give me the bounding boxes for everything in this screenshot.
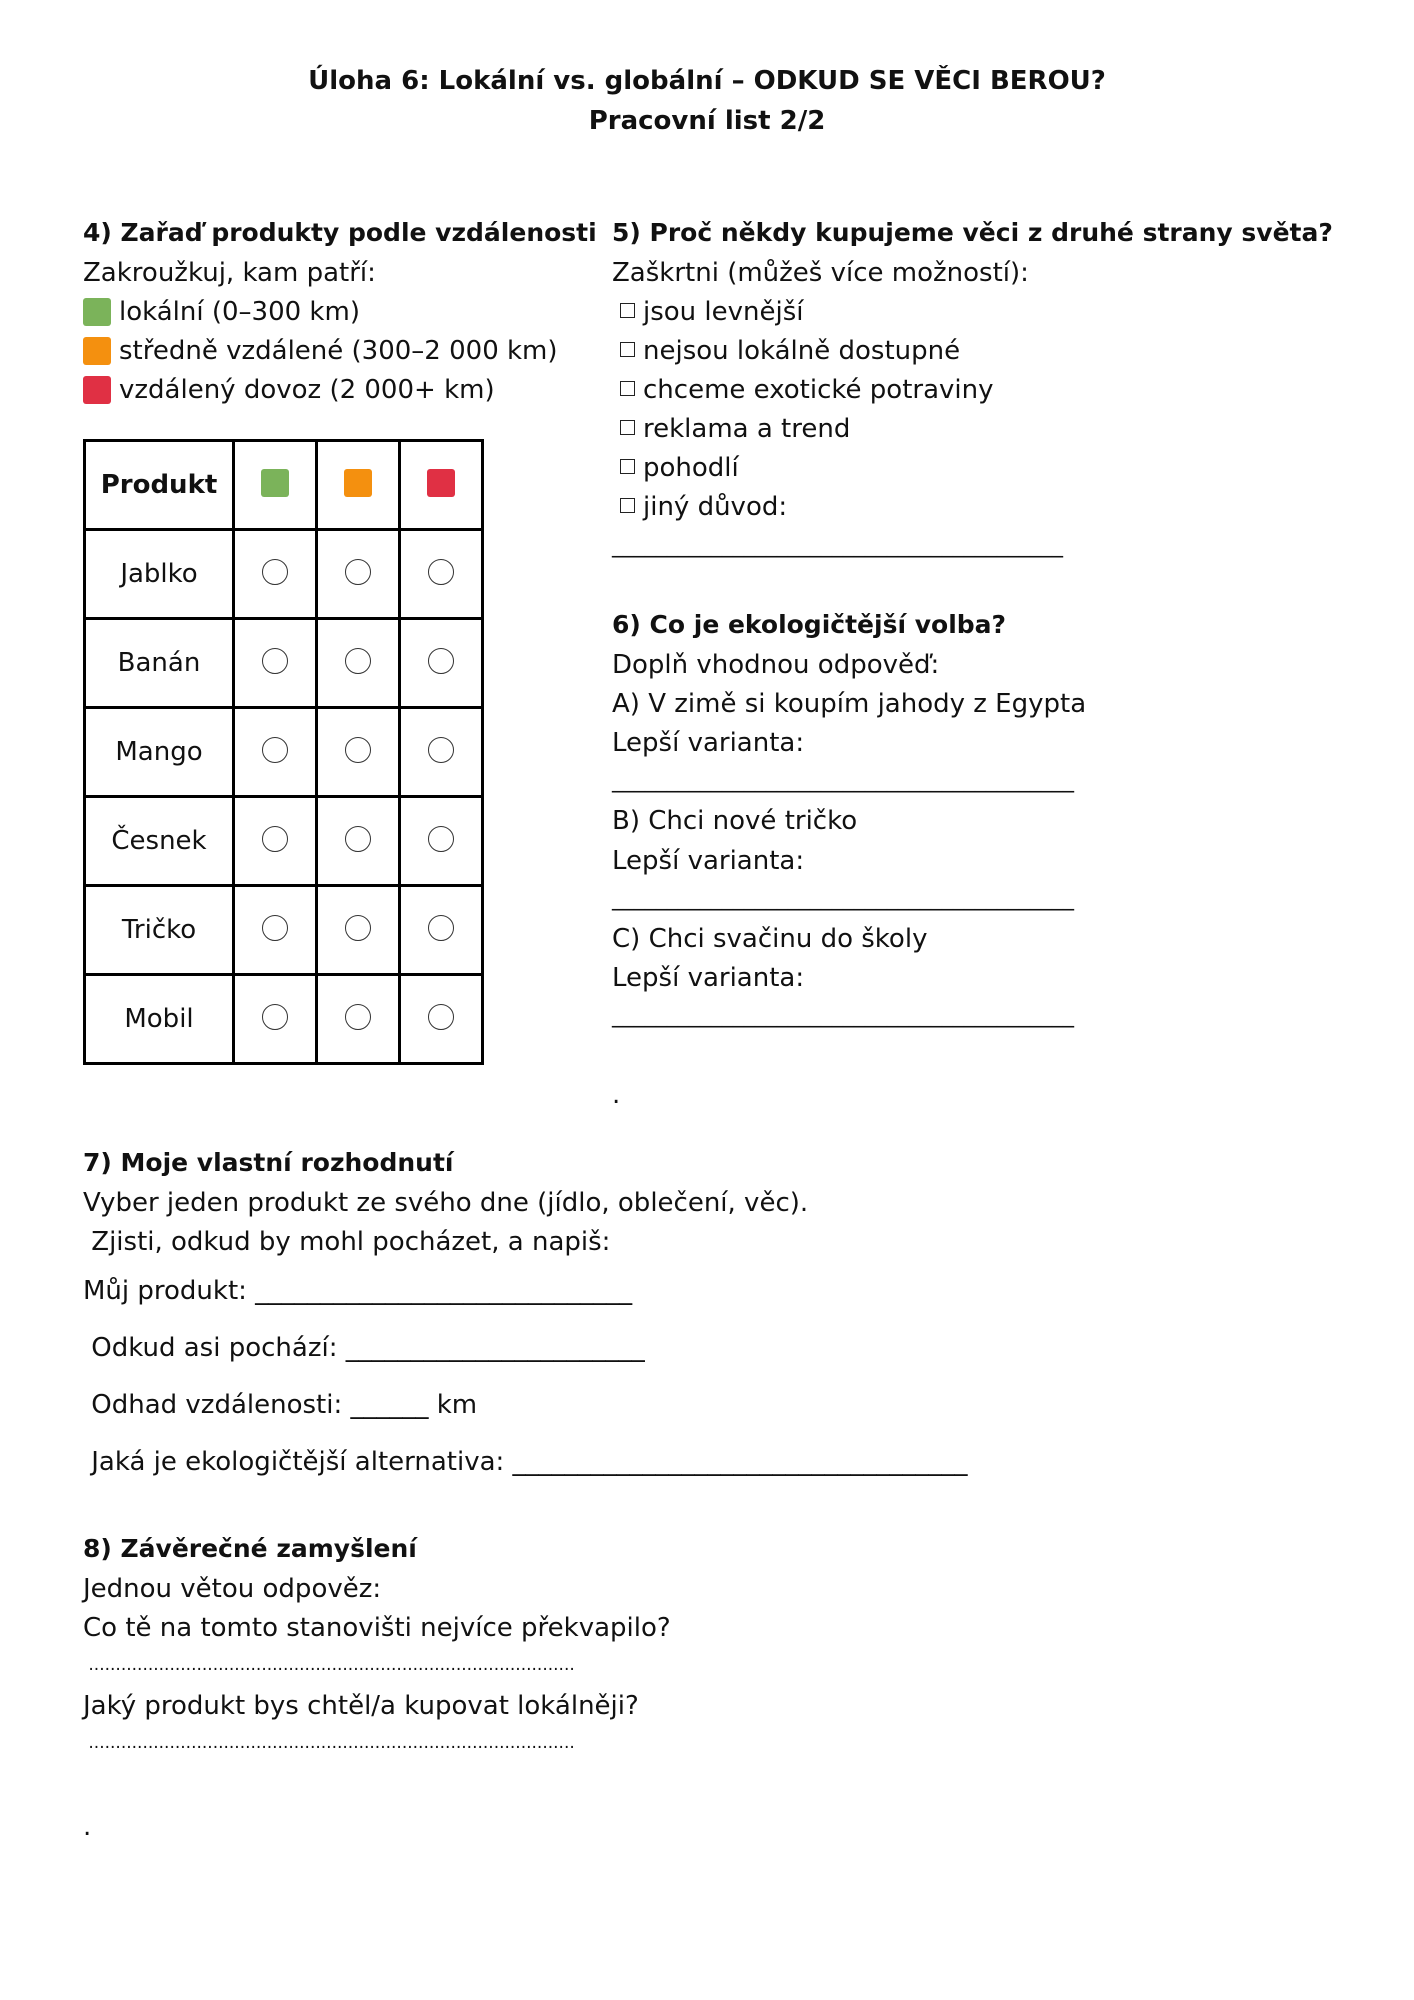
checkbox-icon[interactable] [620,498,635,513]
option-cheaper[interactable] [620,297,804,327]
question-a: A) V zimě si koupím jahody z Egypta [612,689,1087,719]
product-distance-table [83,439,484,1065]
my-product-field[interactable]: Můj produkt: _____________________________ [83,1276,633,1306]
green-swatch-icon [83,298,111,326]
question-c: C) Chci svačinu do školy [612,924,928,954]
red-swatch-icon [83,376,111,404]
other-reason-line[interactable]: _________________________________________ [612,533,1063,558]
table-row [85,619,483,708]
checkbox-icon[interactable] [620,459,635,474]
section8-heading: 8) Závěrečné zamyšlení [83,1534,417,1563]
checkbox-icon[interactable] [620,303,635,318]
section6-instruction: Doplň vhodnou odpověď: [612,650,940,680]
section5-instruction: Zaškrtni (můžeš více možností): [612,258,1029,288]
circle-option-medium[interactable] [345,826,371,852]
checkbox-icon[interactable] [620,381,635,396]
legend-medium-label: středně vzdálené (300–2 000 km) [119,336,558,366]
circle-option-far[interactable] [428,559,454,585]
question-local-product: Jaký produkt bys chtěl/a kupovat lokálněji? [83,1691,639,1721]
table-row [85,886,483,975]
question-b: B) Chci nové tričko [612,806,858,836]
option-label: reklama a trend [643,414,851,444]
table-row [85,797,483,886]
page-title: Úloha 6: Lokální vs. globální – ODKUD SE VĚCI BEROU? [308,66,1106,96]
circle-option-medium[interactable] [345,915,371,941]
page-subtitle: Pracovní list 2/2 [588,106,826,136]
option-exotic[interactable] [620,375,994,405]
circle-option-medium[interactable] [345,648,371,674]
orange-swatch-icon [83,337,111,365]
option-other[interactable] [620,492,787,522]
alternative-field[interactable]: Jaká je ekologičtější alternativa: ___________________________________ [83,1447,968,1477]
section8-instruction: Jednou větou odpověz: [83,1574,382,1604]
section5-heading: 5) Proč někdy kupujeme věci z druhé strany světa? [612,218,1333,247]
better-option-label-a: Lepší varianta: [612,728,805,758]
section4-heading: 4) Zařaď produkty podle vzdálenosti [83,218,597,247]
section7-line1: Vyber jeden produkt ze svého dne (jídlo, oblečení, věc). [83,1188,809,1218]
legend-far [83,375,495,405]
option-label: nejsou lokálně dostupné [643,336,961,366]
red-square-icon [427,469,455,497]
trailing-dot: . [83,1812,92,1842]
section4-instruction: Zakroužkuj, kam patří: [83,258,376,288]
circle-option-local[interactable] [262,915,288,941]
answer-line-a[interactable]: __________________________________________ [612,768,1074,793]
trailing-dot: . [612,1080,621,1110]
checkbox-icon[interactable] [620,420,635,435]
circle-option-local[interactable] [262,826,288,852]
legend-far-label: vzdálený dovoz (2 000+ km) [119,375,495,405]
circle-option-medium[interactable] [345,1004,371,1030]
answer-dotted-line-2[interactable]: .......................................................................................... [83,1733,575,1753]
section7-heading: 7) Moje vlastní rozhodnutí [83,1148,454,1177]
option-label: chceme exotické potraviny [643,375,994,405]
legend-medium [83,336,558,366]
section6-heading: 6) Co je ekologičtější volba? [612,610,1007,639]
circle-option-local[interactable] [262,648,288,674]
checkbox-icon[interactable] [620,342,635,357]
legend-local-label: lokální (0–300 km) [119,297,360,327]
better-option-label-c: Lepší varianta: [612,963,805,993]
question-surprise: Co tě na tomto stanovišti nejvíce překvapilo? [83,1613,671,1643]
product-name: Tričko [85,886,234,975]
product-name: Jablko [85,530,234,619]
circle-option-local[interactable] [262,559,288,585]
legend-local [83,297,360,327]
circle-option-far[interactable] [428,648,454,674]
answer-line-b[interactable]: __________________________________________ [612,886,1074,911]
table-row [85,530,483,619]
circle-option-medium[interactable] [345,559,371,585]
product-name: Mango [85,708,234,797]
distance-field[interactable]: Odhad vzdálenosti: ______ km [83,1390,478,1420]
circle-option-local[interactable] [262,737,288,763]
section7-line2: Zjisti, odkud by mohl pocházet, a napiš: [83,1227,611,1257]
option-label: pohodlí [643,453,739,483]
product-name: Banán [85,619,234,708]
product-name: Mobil [85,975,234,1064]
option-advert[interactable] [620,414,850,444]
table-row [85,708,483,797]
circle-option-far[interactable] [428,915,454,941]
circle-option-medium[interactable] [345,737,371,763]
circle-option-far[interactable] [428,826,454,852]
answer-line-c[interactable]: __________________________________________ [612,1003,1074,1028]
circle-option-local[interactable] [262,1004,288,1030]
circle-option-far[interactable] [428,1004,454,1030]
option-label: jiný důvod: [643,492,788,522]
option-convenience[interactable] [620,453,739,483]
table-row [85,975,483,1064]
header-produkt: Produkt [85,441,234,530]
circle-option-far[interactable] [428,737,454,763]
orange-square-icon [344,469,372,497]
product-name: Česnek [85,797,234,886]
green-square-icon [261,469,289,497]
option-label: jsou levnější [643,297,804,327]
better-option-label-b: Lepší varianta: [612,846,805,876]
option-unavailable[interactable] [620,336,960,366]
table-header-row [85,441,483,530]
origin-field[interactable]: Odkud asi pochází: _______________________ [83,1333,645,1363]
answer-dotted-line-1[interactable]: .......................................................................................... [83,1655,575,1675]
